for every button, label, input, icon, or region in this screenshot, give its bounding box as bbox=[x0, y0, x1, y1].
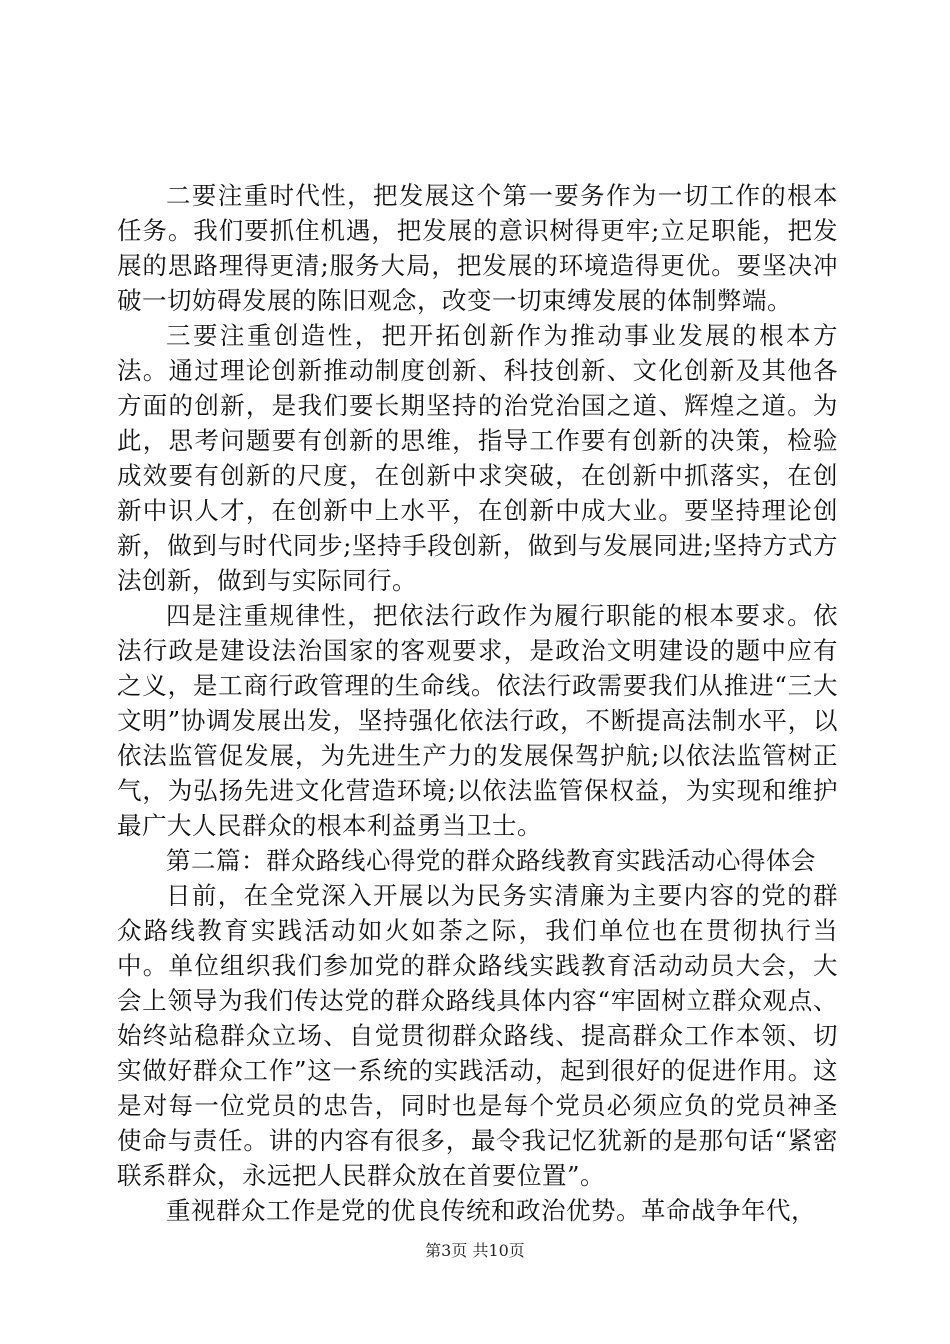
page-number-footer: 第3页 共10页 bbox=[425, 1241, 525, 1260]
paragraph-4: 日前，在全党深入开展以为民务实清廉为主要内容的党的群众路线教育实践活动如火如荼之际，我们单位也在贯彻执行当中。单位组织我们参加党的群众路线实践教育活动动员大会，大会上领导为我们传达党的群众路线具体内容“牢固树立群众观点、始终站稳群众立场、自觉贯彻群众路线、提高群众工作本领、切实做好群众工作”这一系统的实践活动，起到很好的促进作用。这是对每一位党员的忠告，同时也是每个党员必须应负的党员神圣使命与责任。讲的内容有很多，最令我记忆犹新的是那句话“紧密联系群众，永远把人民群众放在首要位置”。 bbox=[117, 881, 838, 1190]
paragraph-2: 三要注重创造性，把开拓创新作为推动事业发展的根本方法。通过理论创新推动制度创新、科技创新、文化创新及其他各方面的创新，是我们要长期坚持的治党治国之道、辉煌之道。为此，思考问题要有创新的思维，指导工作要有创新的决策，检验成效要有创新的尺度，在创新中求突破，在创新中抓落实，在创新中识人才，在创新中上水平，在创新中成大业。要坚持理论创新，做到与时代同步;坚持手段创新，做到与发展同进;坚持方式方法创新，做到与实际同行。 bbox=[117, 321, 838, 595]
paragraph-5: 重视群众工作是党的优良传统和政治优势。革命战争年代， bbox=[166, 1196, 816, 1225]
section-heading: 第二篇：群众路线心得党的群众路线教育实践活动心得体会 bbox=[166, 846, 816, 875]
document-body bbox=[117, 178, 838, 1228]
paragraph-3: 四是注重规律性，把依法行政作为履行职能的根本要求。依法行政是建设法治国家的客观要求，是政治文明建设的题中应有之义，是工商行政管理的生命线。依法行政需要我们从推进“三大文明”协调发展出发，坚持强化依法行政，不断提高法制水平，以依法监管促发展，为先进生产力的发展保驾护航;以依法监管树正气，为弘扬先进文化营造环境;以依法监管保权益，为实现和维护最广大人民群众的根本利益勇当卫士。 bbox=[117, 601, 838, 840]
paragraph-1: 二要注重时代性，把发展这个第一要务作为一切工作的根本任务。我们要抓住机遇，把发展的意识树得更牢;立足职能，把发展的思路理得更清;服务大局，把发展的环境造得更优。要坚决冲破一切妨碍发展的陈旧观念，改变一切束缚发展的体制弊端。 bbox=[117, 181, 838, 315]
